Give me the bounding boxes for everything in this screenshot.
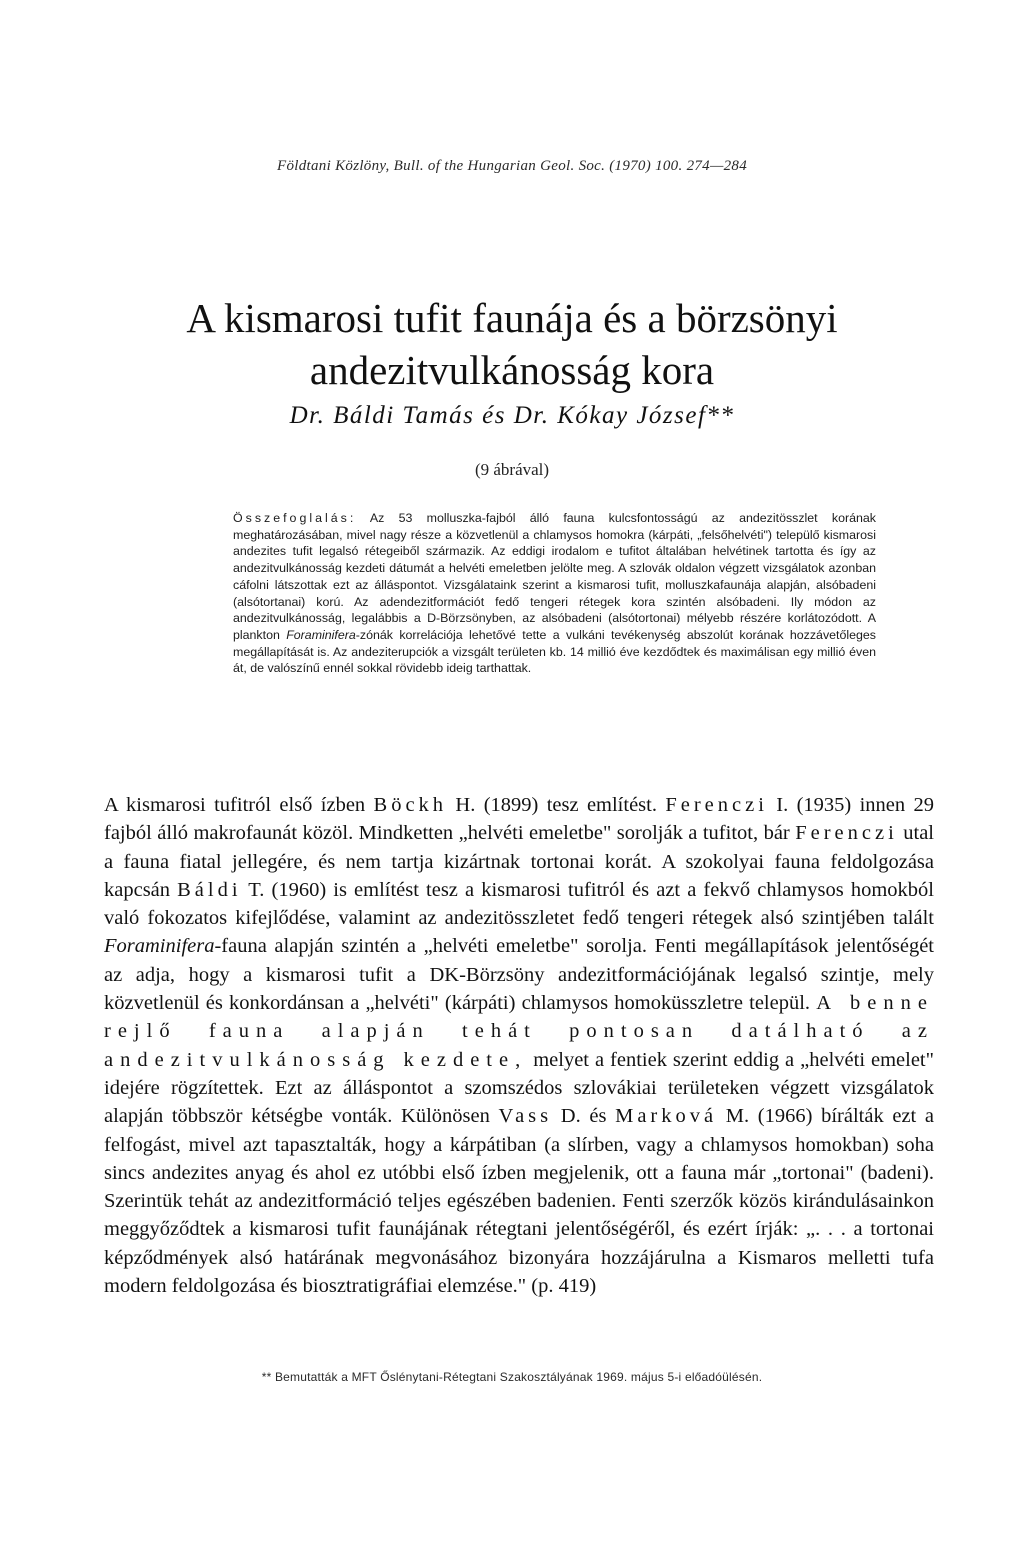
abstract-foraminifera: Foraminifera: [286, 627, 356, 642]
footnote: ** Bemutatták a MFT Őslénytani-Rétegtani Szakosztályának 1969. május 5-i előadóülésén.: [261, 1370, 763, 1384]
body-text-10: M. (1966) bírálták ezt a felfogást, mivel azt tapasztalták, hogy a kárpátiban (a slírben, vagy a chlamysos homokban) soha sincs andezites anyag és ahol ez utóbbi első ízben megjelenik, ott a fauna már „tortonai" (badeni). Szerintük tehát az andezitformáció teljes egészében badenien. Fenti szerzők közös kirándulásainkon meggyőződtek a kismarosi tufit faunájának rétegtani jelentőségéről, és ezért írják: „. . . a tortonai képződmények alsó határának megvonásához bizonyára hozzájárulna a Kismaros melletti tufa modern feldolgozása és biosztratigráfiai elemzése." (p. 419): [104, 1105, 934, 1298]
body-text-8: melyet a fentiek szerint eddig a „helvéti emelet" idejére rögzítettek. Ezt az álláspontot a szomszédos szlovákiai területeken végzett vizsgálatok alapján többször kétségbe vonták. Különösen: [104, 1048, 934, 1128]
abstract-text-a: Az 53 molluszka-fajból álló fauna kulcsfontosságú az andezitösszlet korának meghatározásában, mivel nagy része a közvetlenül a chlamysos homokra (kárpáti, „felsőhelvéti") települő kismarosi andezites tufit legalsó rétegeiből származik. Az eddigi irodalom e tufitot általában helvétinek tartotta és így az andezitvulkánosság kezdeti dátumát a helvéti emeletben jelölte meg. A szlovák oldalon végzett vizsgálatok azonban cáfolni látszottak ezt az álláspontot. Vizsgálataink szerint a kismarosi tufit, molluszkafaunája alapján, alsóbadeni (alsótortanai) korú. Az adendezitformációt fedő tengeri rétegek kora szintén alsóbadeni. Ily módon az andezitvulkánosság, legalábbis a D-Börzsönyben, az alsóbadeni (alsótortonai) mélyebb részére korlátozódott. A plankton: [233, 511, 876, 642]
author-ref-ferenczi: Ferenczi: [665, 794, 768, 816]
body-text-1: A kismarosi tufitról első ízben: [104, 794, 374, 816]
abstract-lead: Összefoglalás:: [233, 511, 357, 525]
title-line-1: A kismarosi tufit faunája és a börzsönyi: [186, 295, 838, 341]
body-text-3: I. (1935) innen 29 fajból álló makrofaunát közöl. Mindketten „helvéti emeletbe" sorolják a tufitot, bár: [104, 794, 934, 845]
author-ref-bockh: Böckh: [373, 794, 448, 816]
body-text-6: -fauna alapján szintén a „helvéti emeletbe" sorolja. Fenti megállapítások jelentőségét az adja, hogy a kismarosi tufit a DK-Börzsöny andezitformációjának legalsó szintje, mely közvetlenül és konkordánsan a „helvéti" (kárpáti) chlamysos homoküsszletre települ.: [104, 935, 934, 1015]
abstract-text-b: -zónák korrelációja lehetővé tette a vulkáni tevékenység abszolút korának hozzávetőleges megállapítását is. Az andeziterupciók a vizsgált területen kb. 14 millió éve kezdődtek és maximálisan egy millió éven át, de valószínű ennél sokkal rövidebb ideig tarthattak.: [233, 627, 876, 676]
author-ref-vass: Vass: [498, 1105, 553, 1128]
running-head: Földtani Közlöny, Bull. of the Hungarian Geol. Soc. (1970) 100. 274—284: [276, 158, 748, 174]
body-text-5: T. (1960) is említést tesz a kismarosi tufitról és azt a fekvő chlamysos homokból való fokozatos kifejlődése, valamint az andezitösszletet fedő tengeri rétegek alsó szintjében talált: [104, 878, 934, 930]
body-text-2: H. (1899) tesz említést.: [447, 794, 666, 816]
article-authors: Dr. Báldi Tamás és Dr. Kókay József**: [289, 402, 735, 429]
figure-count: (9 ábrával): [474, 460, 550, 479]
article-title: [100, 292, 924, 396]
author-ref-ferenczi-2: Ferenczi: [795, 822, 898, 845]
emphasis-spaced-2: andezitvulkánosság kezdete,: [104, 1048, 528, 1071]
emphasis-spaced-1: A benne rejlő fauna alapján tehát pontosan datálható az: [104, 992, 934, 1043]
author-ref-markova: Marková: [615, 1105, 718, 1128]
body-text-4: utal a fauna fiatal jellegére, és nem tartja kizártnak tortonai korát. A szokolyai fauna feldolgozása kapcsán: [104, 822, 934, 901]
body-foraminifera: Foraminifera: [104, 935, 215, 958]
abstract: [233, 510, 876, 677]
author-ref-baldi: Báldi: [177, 878, 242, 901]
title-line-2: andezitvulkánosság kora: [309, 347, 715, 393]
body-paragraph: [104, 791, 934, 1300]
body-text-9: D. és: [552, 1105, 616, 1128]
